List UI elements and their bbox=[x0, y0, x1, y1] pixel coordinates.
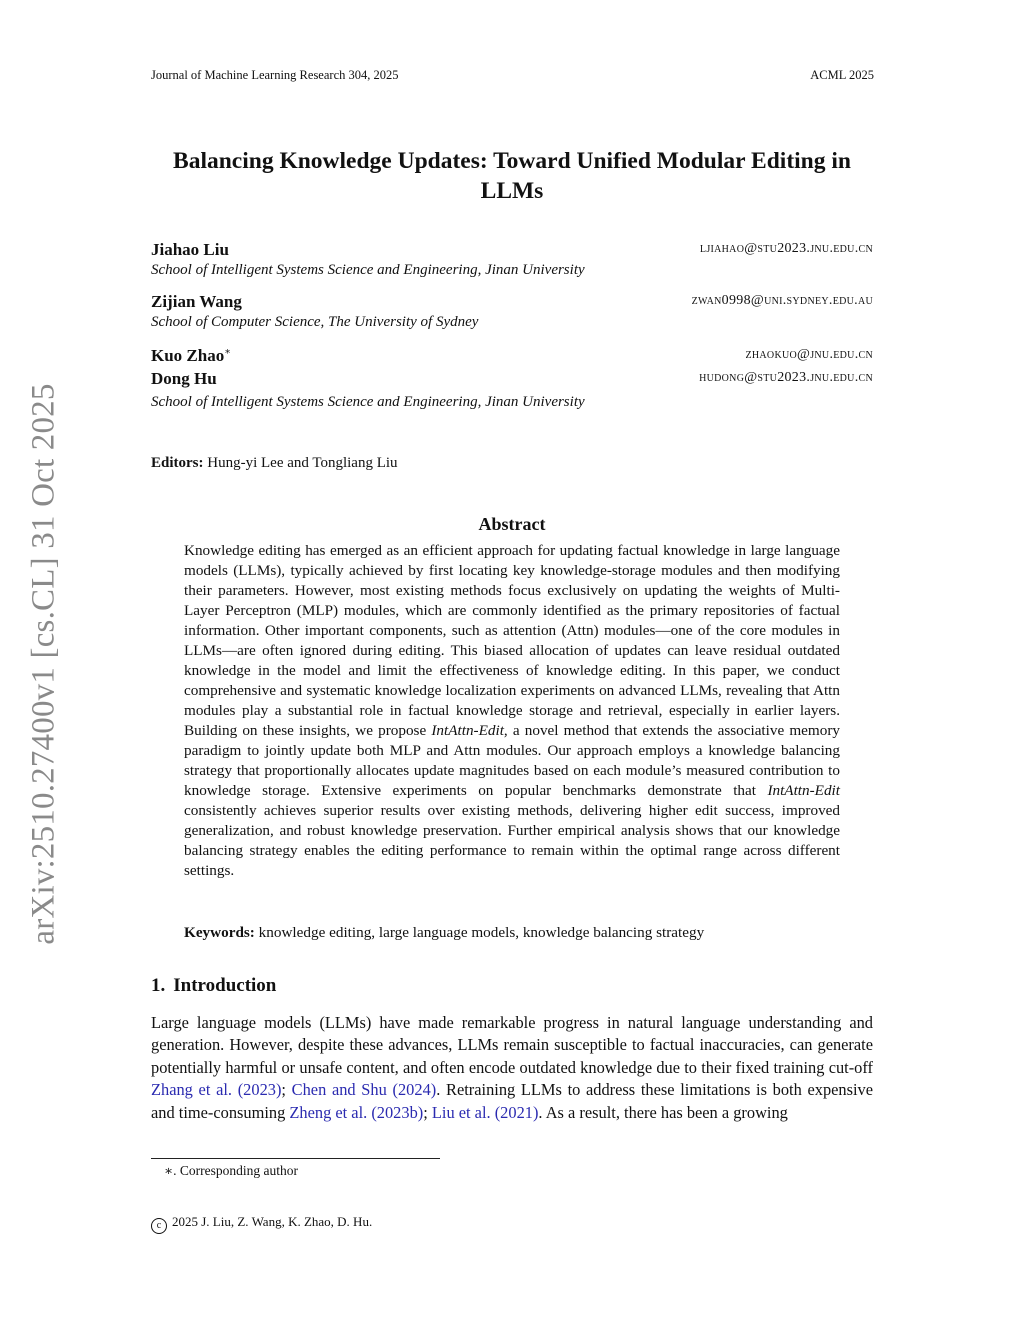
author-name: Dong Hu bbox=[151, 369, 217, 388]
author-email[interactable]: hudong@stu2023.jnu.edu.cn bbox=[699, 370, 873, 385]
section-heading bbox=[151, 975, 276, 997]
author-name bbox=[151, 346, 231, 366]
citation-link[interactable]: Chen and Shu (2024) bbox=[291, 1080, 437, 1100]
footnote: ∗. Corresponding author bbox=[164, 1163, 299, 1178]
abstract-heading: Abstract bbox=[478, 514, 546, 534]
author-row bbox=[151, 292, 873, 314]
paper-title: Balancing Knowledge Updates: Toward Unified Modular Editing in LLMs bbox=[173, 148, 851, 204]
citation-year: 2024 bbox=[397, 1080, 431, 1100]
author-row bbox=[151, 240, 873, 262]
arxiv-identifier[interactable]: arXiv:2510.27400v1 [cs.CL] 31 Oct 2025 bbox=[25, 383, 62, 945]
conference-header: ACML 2025 bbox=[810, 68, 874, 82]
body-text: Retraining LLMs to address these limitations is both expensive and time-consuming bbox=[151, 1080, 874, 1122]
copyright-line bbox=[151, 1214, 372, 1234]
citation-author: Chen and Shu bbox=[291, 1080, 387, 1100]
editors-line bbox=[151, 455, 398, 472]
citation-link[interactable]: Zhang et al. (2023) bbox=[151, 1080, 282, 1100]
citation-link[interactable]: Zheng et al. (2023b) bbox=[289, 1102, 424, 1122]
abstract-text bbox=[184, 541, 840, 881]
author-row bbox=[151, 346, 873, 368]
copyright-icon: c bbox=[151, 1218, 167, 1234]
citation-year: 2023 bbox=[243, 1080, 276, 1100]
keywords-text: knowledge editing, large language models, knowledge balancing strategy bbox=[258, 924, 705, 941]
editors-label: Editors: bbox=[151, 455, 204, 471]
copyright-text: 2025 J. Liu, Z. Wang, K. Zhao, D. Hu. bbox=[172, 1214, 373, 1229]
author-name-text: Kuo Zhao bbox=[151, 346, 225, 365]
author-affiliation: School of Intelligent Systems Science and Engineering, Jinan University bbox=[151, 262, 585, 278]
method-name: IntAttn-Edit bbox=[767, 782, 840, 799]
citation-author: Liu et al. bbox=[431, 1102, 491, 1122]
body-text: Large language models (LLMs) have made remarkable progress in natural language understanding and generation. However, despite these advances, LLMs remain susceptible to factual inaccuracies, can generate potentially harmful or unsafe content, and often encode outdated knowledge due to their fixed training cut-off bbox=[151, 1013, 873, 1077]
citation-author: Zheng et al. bbox=[289, 1102, 368, 1122]
keywords-label: Keywords: bbox=[184, 924, 255, 941]
corresponding-author-mark: ∗ bbox=[224, 346, 232, 358]
footnote-divider bbox=[151, 1158, 440, 1159]
citation-year: 2021 bbox=[500, 1102, 533, 1122]
author-name: Zijian Wang bbox=[151, 292, 242, 311]
citation-year: 2023b bbox=[376, 1102, 418, 1122]
abstract-text-part: Knowledge editing has emerged as an efficient approach for updating factual knowledge in large language models (LLMs), typically achieved by first locating key knowledge-storage modules and then modifying their parameters. However, most existing methods focus exclusively on updating the weights of Multi-Layer Perceptron (MLP) modules, which are commonly identified as the primary repositories of factual information. Other important components, such as attention (Attn) modules—one of the core modules in LLMs—are often ignored during editing. This biased allocation of updates can leave residual outdated knowledge in the model and limit the effectiveness of knowledge editing. In this paper, we conduct comprehensive and systematic knowledge localization experiments on advanced LLMs, revealing that Attn modules play a substantial role in factual knowledge storage and retrieval, especially in earlier layers. Building on these insights, we propose bbox=[184, 542, 840, 739]
body-text: As a result, there has been a growing bbox=[545, 1102, 788, 1122]
section-number: 1. bbox=[151, 975, 166, 996]
author-email[interactable]: ljiahao@stu2023.jnu.edu.cn bbox=[699, 241, 873, 256]
citation-author: Zhang et al. bbox=[151, 1080, 233, 1100]
citation-link[interactable]: Liu et al. (2021) bbox=[431, 1102, 539, 1122]
author-affiliation: School of Intelligent Systems Science and Engineering, Jinan University bbox=[151, 394, 585, 410]
section-title: Introduction bbox=[173, 975, 277, 996]
editors-names: Hung-yi Lee and Tongliang Liu bbox=[207, 455, 398, 471]
author-email[interactable]: zwan0998@uni.sydney.edu.au bbox=[691, 293, 873, 308]
abstract-text-part: consistently achieves superior results over existing methods, delivering higher edit success, improved generalization, and robust knowledge preservation. Further empirical analysis shows that our knowledge balancing strategy enables the editing performance to remain within the optimal range across different settings. bbox=[184, 802, 840, 879]
author-affiliation: School of Computer Science, The University of Sydney bbox=[151, 314, 479, 330]
keywords-line bbox=[184, 924, 840, 942]
journal-header: Journal of Machine Learning Research 304, 2025 bbox=[151, 68, 399, 82]
introduction-text: Large language models (LLMs) have made remarkable progress in natural language understanding and generation. However, despite these advances, LLMs remain susceptible to factual inaccuracies, can generate potentially harmful or unsafe content, and often encode outdated knowledge due to their fixed training cut-off Zhang et al. (2023); Chen and Shu (2024). Retraining LLMs to address these limitations is both expensive and time-consuming Zheng et al. (2023b); Liu et al. (2021). As a result, there has been a growing bbox=[151, 1013, 874, 1122]
abstract-text-part: , a novel method that extends the associative memory paradigm to jointly update both MLP and Attn modules. Our approach employs a knowledge balancing strategy that proportionally allocates update magnitudes based on each module’s measured contribution to knowledge storage. Extensive experiments on popular benchmarks demonstrate that bbox=[184, 722, 840, 799]
method-name: IntAttn-Edit bbox=[431, 722, 504, 739]
author-email[interactable]: zhaokuo@jnu.edu.cn bbox=[745, 347, 873, 362]
author-name: Jiahao Liu bbox=[151, 240, 229, 259]
author-row bbox=[151, 369, 873, 391]
